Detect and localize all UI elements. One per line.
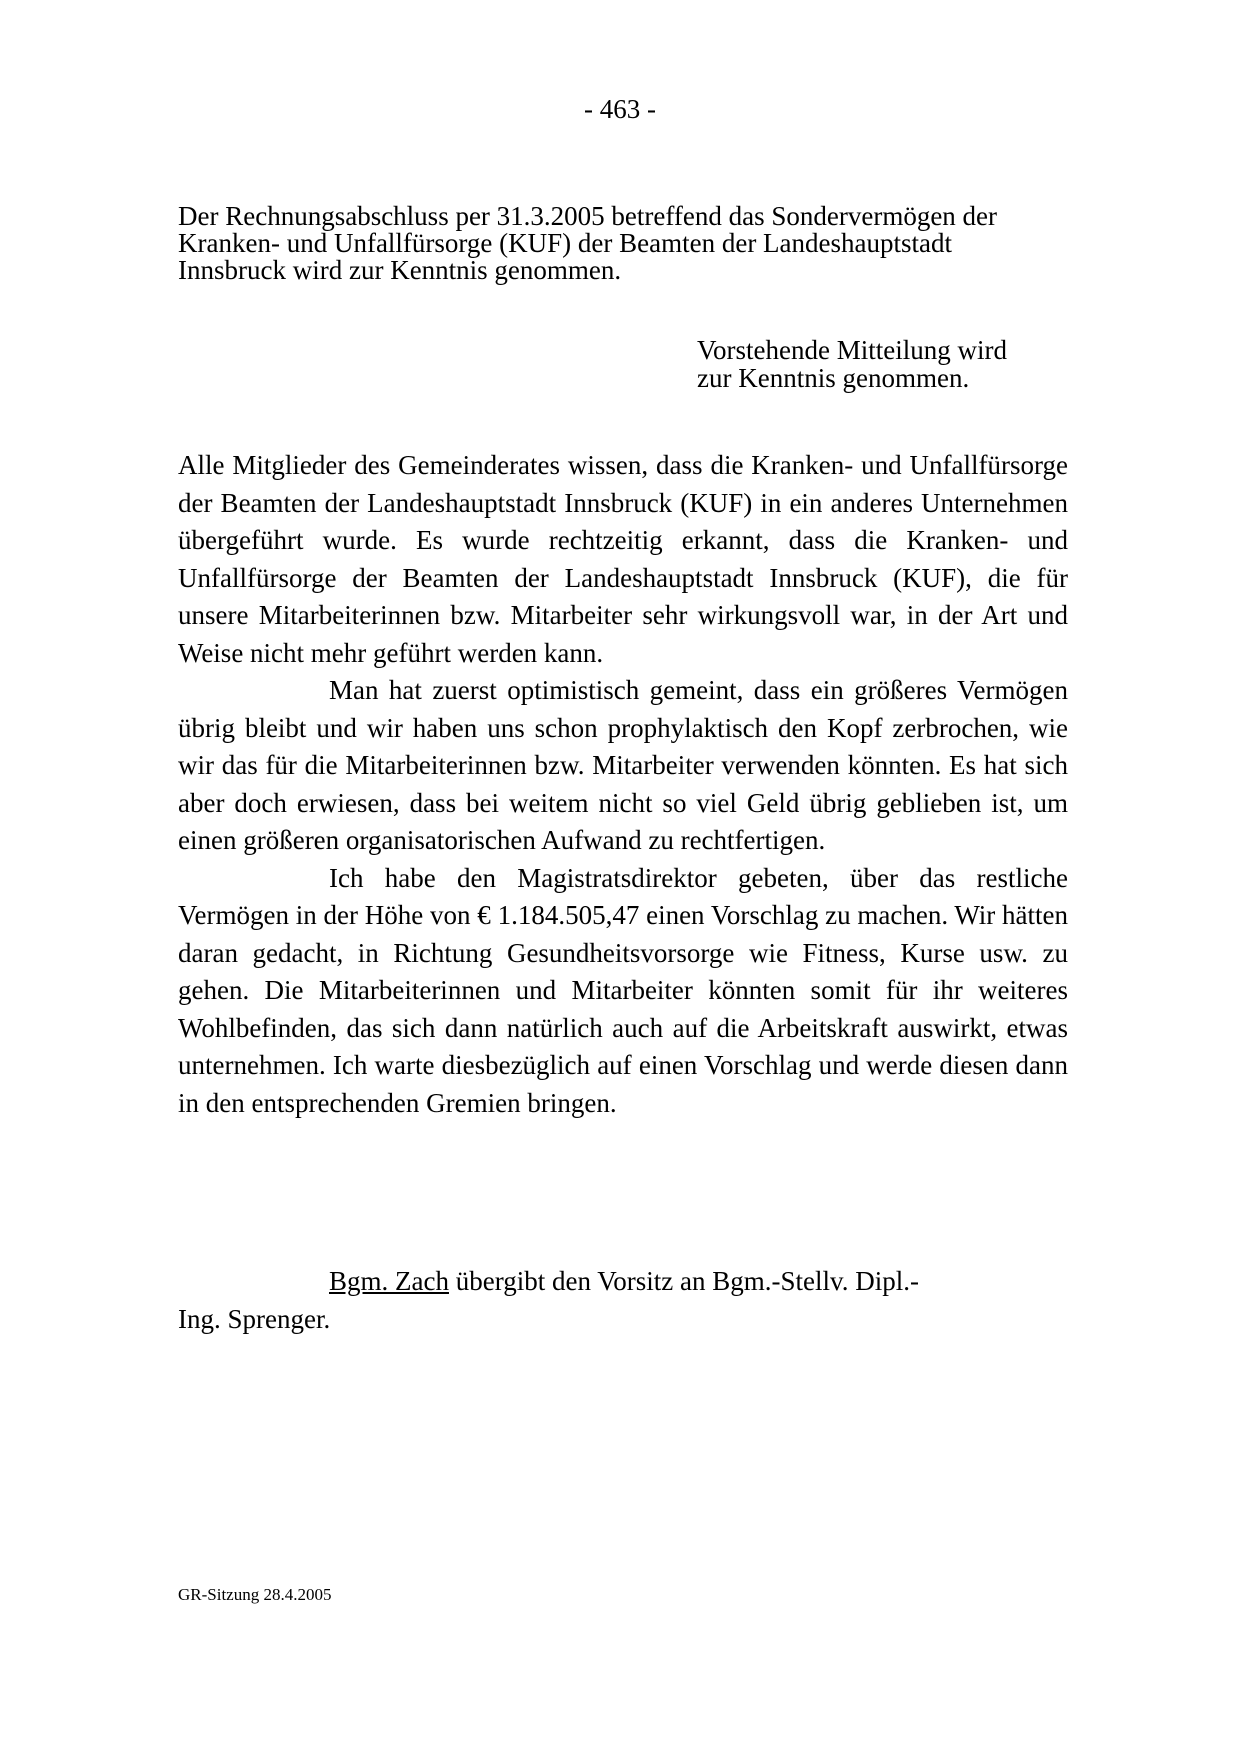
speech-paragraph: Alle Mitglieder des Gemeinderates wissen, dass die Kranken- und Unfallfürsorge der Beamten der Landeshauptstadt Innsbruck (KUF) in ein anderes Unternehmen übergeführt wurde. Es wurde rechtzeitig erkannt, dass die Kranken- und Unfallfürsorge der Beamten der Landeshauptstadt Innsbruck (KUF), die für unsere Mitarbeiterinnen bzw. Mitarbeiter sehr wirkungsvoll war, in der Art und Weise nicht mehr geführt werden kann. bbox=[178, 450, 1068, 668]
resolution-text bbox=[178, 203, 1068, 284]
resolution-line: Innsbruck wird zur Kenntnis genommen. bbox=[178, 255, 622, 285]
note-line: Vorstehende Mitteilung wird bbox=[697, 335, 1007, 365]
speech-paragraph: Ich habe den Magistratsdirektor gebeten, über das restliche Vermögen in der Höhe von € 1.184.505,47 einen Vorschlag zu machen. Wir hätten daran gedacht, in Richtung Gesundheitsvorsorge wie Fitness, Kurse usw. zu gehen. Die Mitarbeiterinnen und Mitarbeiter könnten somit für ihr weiteres Wohlbefinden, das sich dann natürlich auch auf die Arbeitskraft auswirkt, etwas unternehmen. Ich warte diesbezüglich auf einen Vorschlag und werde diesen dann in den entsprechenden Gremien bringen. bbox=[178, 862, 1068, 1118]
speaker-name: Bgm. Zach bbox=[329, 1266, 449, 1296]
handover-line-1 bbox=[178, 1262, 1068, 1300]
handover-text: übergibt den Vorsitz an Bgm.-Stellv. Dipl.- bbox=[448, 1266, 919, 1296]
note-line: zur Kenntnis genommen. bbox=[697, 363, 970, 393]
speech-paragraph: Man hat zuerst optimistisch gemeint, dass ein größeres Vermögen übrig bleibt und wir haben uns schon prophylaktisch den Kopf zerbrochen, wie wir das für die Mitarbeiterinnen bzw. Mitarbeiter verwenden könnten. Es hat sich aber doch erwiesen, dass bei weitem nicht so viel Geld übrig geblieben ist, um einen größeren organisatorischen Aufwand zu rechtfertigen. bbox=[178, 675, 1068, 855]
page-number: - 463 - bbox=[584, 94, 656, 124]
chair-handover bbox=[178, 1262, 1068, 1338]
resolution-line: Der Rechnungsabschluss per 31.3.2005 betreffend das Sondervermögen der bbox=[178, 201, 998, 231]
speech-body bbox=[178, 447, 1068, 1122]
page-footer: GR-Sitzung 28.4.2005 bbox=[178, 1585, 332, 1604]
acknowledgement-note bbox=[697, 336, 1117, 392]
resolution-line: Kranken- und Unfallfürsorge (KUF) der Beamten der Landeshauptstadt bbox=[178, 228, 953, 258]
handover-line-2: Ing. Sprenger. bbox=[178, 1304, 331, 1334]
